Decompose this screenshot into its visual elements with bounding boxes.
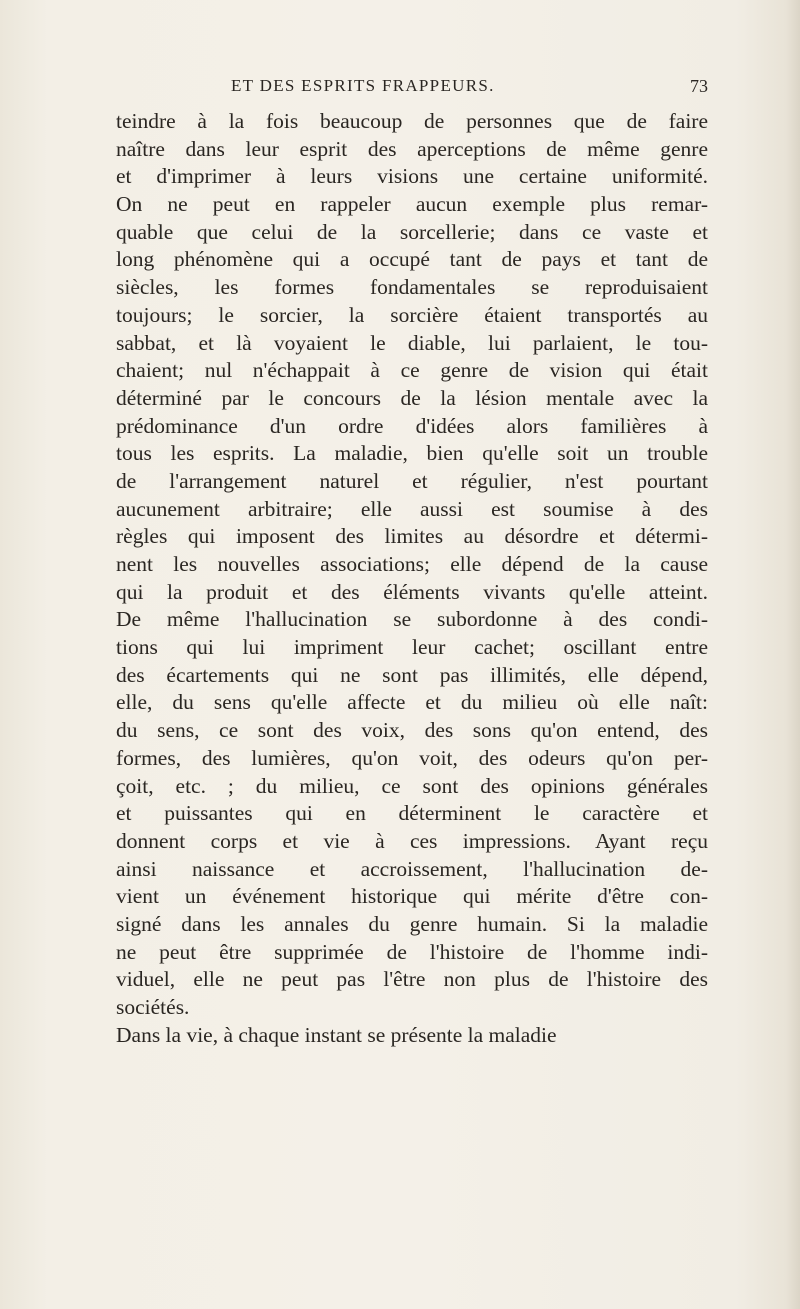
text-line: donnent corps et vie à ces impressions. Ayant reçu — [116, 828, 708, 853]
text-line: chaient; nul n'échappait à ce genre de vision qui était — [116, 358, 708, 383]
text-line: ainsi naissance et accroissement, l'hallucination de- — [116, 856, 708, 881]
text-line: naître dans leur esprit des aperceptions de même genre — [116, 136, 708, 161]
text-line: du sens, ce sont des voix, des sons qu'on entend, des — [116, 718, 708, 743]
text-line: aucunement arbitraire; elle aussi est soumise à des — [116, 496, 708, 521]
text-line: de l'arrangement naturel et régulier, n'est pourtant — [116, 468, 708, 493]
text-line: et puissantes qui en déterminent le caractère et — [116, 801, 708, 826]
text-line: tions qui lui impriment leur cachet; oscillant entre — [116, 635, 708, 660]
body-text — [116, 108, 708, 1049]
text-line: long phénomène qui a occupé tant de pays et tant de — [116, 247, 708, 272]
text-line: signé dans les annales du genre humain. Si la maladie — [116, 911, 708, 936]
text-line: nent les nouvelles associations; elle dépend de la cause — [116, 552, 708, 576]
text-line: teindre à la fois beaucoup de personnes que de faire — [116, 109, 708, 133]
text-line: On ne peut en rappeler aucun exemple plus remar- — [116, 192, 708, 217]
text-line: des écartements qui ne sont pas illimités, elle dépend, — [116, 662, 708, 687]
text-line: çoit, etc. ; du milieu, ce sont des opinions générales — [116, 773, 708, 798]
text-line: siècles, les formes fondamentales se reproduisaient — [116, 275, 708, 300]
text-line: De même l'hallucination se subordonne à des condi- — [116, 607, 708, 632]
running-head — [116, 76, 708, 100]
text-line: formes, des lumières, qu'on voit, des odeurs qu'on per- — [116, 745, 708, 770]
text-line: quable que celui de la sorcellerie; dans ce vaste et — [116, 219, 708, 244]
text-line: vient un événement historique qui mérite d'être con- — [116, 884, 708, 909]
text-line: ne peut être supprimée de l'histoire de l'homme indi- — [116, 939, 708, 964]
text-line: sabbat, et là voyaient le diable, lui parlaient, le tou- — [116, 330, 708, 355]
text-line: et d'imprimer à leurs visions une certaine uniformité. — [116, 164, 708, 189]
page-edge-shadow — [786, 0, 800, 1309]
text-line: prédominance d'un ordre d'idées alors familières à — [116, 413, 708, 438]
text-line: règles qui imposent des limites au désordre et détermi- — [116, 524, 708, 549]
text-line: Dans la vie, à chaque instant se présente la maladie — [116, 1022, 557, 1047]
text-line: toujours; le sorcier, la sorcière étaient transportés au — [116, 302, 708, 327]
text-line: tous les esprits. La maladie, bien qu'elle soit un trouble — [116, 441, 708, 466]
text-line: viduel, elle ne peut pas l'être non plus de l'histoire des — [116, 967, 708, 992]
text-line: sociétés. — [116, 995, 190, 1019]
text-line: déterminé par le concours de la lésion mentale avec la — [116, 385, 708, 410]
running-title: ET DES ESPRITS FRAPPEURS. — [231, 76, 495, 95]
text-line: qui la produit et des éléments vivants qu'elle atteint. — [116, 579, 708, 604]
text-line: elle, du sens qu'elle affecte et du milieu où elle naît: — [116, 690, 708, 715]
page-number: 73 — [690, 76, 708, 96]
